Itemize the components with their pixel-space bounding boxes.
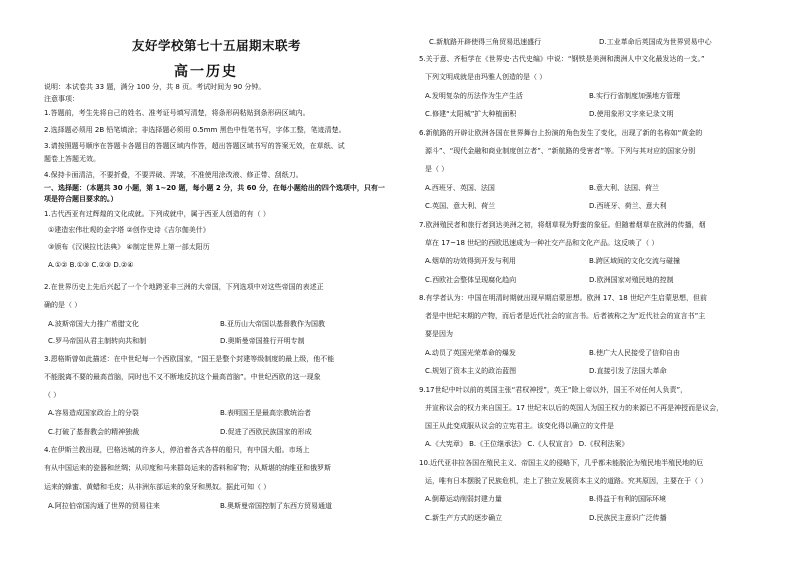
q10-stem-b: 运，唯有日本摆脱了民族危机，走上了独立发展资本主义的道路。究其原因，主要在于（ ）: [425, 477, 708, 485]
q1-items-b: ③颁布《汉谟拉比法典》 ④制定世界上第一部太阳历: [48, 243, 210, 251]
q7-option-b: B.跨区域间的文化交流与碰撞: [589, 257, 681, 265]
q4-option-c: C.新航路开辟使得三角贸易迅速盛行: [429, 38, 542, 46]
q9-stem-c: 国王从此变成服从议会的立宪君主。该变化得以确立的文件是: [425, 422, 614, 430]
q7-stem-b: 草在 17~18 世纪的西欧迅速成为一种社交产品和文化产品。这反映了（ ）: [425, 239, 659, 247]
q10-option-b: B.得益于有利的国际环境: [589, 495, 667, 503]
q8-stem-b: 者是中世纪末期的产物，而后者是近代社会的宣言书。后者被称之为“近代社会的宣言书”主: [425, 312, 706, 320]
note-2: 2.选择题必须用 2B 铅笔填涂；非选择题必须用 0.5mm 黑色中性笔书写，字体工整，笔迹清楚。: [44, 126, 346, 134]
q2-option-a: A.波斯帝国大力推广希腊文化: [48, 320, 139, 328]
section-1-heading: 一、选择题：（本题共 30 小题，第 1~20 题，每小题 2 分，共 60 分，在每小题给出的四个选项中，只有一: [44, 184, 385, 192]
q7-stem-a: 7.欧洲殖民者和旅行者到达美洲之初，将烟草视为野蛮的象征。但随着烟草在欧洲的传播，烟: [419, 221, 706, 229]
q4-option-a: A.阿拉伯帝国沟通了世界的贸易往来: [48, 502, 160, 510]
right-column: [419, 0, 764, 561]
q4-stem-b: 有从中国运来的瓷器和丝绸；从印度和马来群岛运来的香料和矿物；从斯堪的纳维亚和俄罗斯: [44, 464, 331, 472]
note-3b: 题卷上答题无效。: [44, 155, 100, 163]
q7-option-c: C.西欧社会整体呈现腐化趋向: [425, 276, 517, 284]
q6-option-b: B.意大利、法国、荷兰: [589, 184, 660, 192]
q2-stem-b: 确的是（ ）: [44, 301, 82, 309]
q5-stem-b: 下列文明成就是由玛雅人创造的是（ ）: [425, 73, 547, 81]
q7-option-d: D.欧洲国家对殖民地的控制: [589, 276, 674, 284]
q8-option-b: B.使广大人民接受了信仰自由: [589, 349, 681, 357]
q5-stem-a: 5.关于意、齐桓学在《世界史·古代史编》中说：“钢铁是美洲和澳洲人中文化最发达的一支。”: [419, 55, 705, 63]
q4-stem-c: 运来的蜂蜜、黄蜡和毛皮；从非洲东部运来的象牙和黑奴。据此可知（ ）: [44, 483, 271, 491]
q4-option-b: B.奥斯曼帝国控制了东西方贸易通道: [220, 502, 333, 510]
q7-option-a: A.烟草的功效得到开发与利用: [425, 257, 516, 265]
q3-stem-a: 3.恩格斯曾如此描述：在中世纪每一个西欧国家，“国王是整个封建等级制度的最上级，他不能: [44, 355, 335, 363]
q10-option-c: C.新生产方式的逐步确立: [425, 514, 503, 522]
q9-stem-a: 9.17世纪中叶以前的英国主张“君权神授”，英王“除上帝以外，国王不对任何人负责”，: [419, 386, 688, 394]
q1-options: A.①② B.①③ C.②③ D.②④: [48, 261, 134, 269]
q3-option-c: C.打破了基督教会的精神独裁: [48, 428, 140, 436]
q2-stem-a: 2.在世界历史上先后兴起了一个个地跨亚非三洲的大帝国，下列选项中对这些帝国的表述正: [44, 283, 324, 291]
q5-option-a: A.发明复杂的历法作为生产生活: [425, 92, 523, 100]
notes-heading: 注意事项：: [44, 95, 79, 103]
q4-stem-a: 4.在伊斯兰教出现，巴格达城的许多人，停泊着各式各样的船只，有中国大船。市场上: [44, 446, 310, 454]
left-column: [44, 0, 390, 561]
q10-option-a: A.倒幕运动削弱封建力量: [425, 495, 502, 503]
q6-option-a: A.西班牙、英国、法国: [425, 184, 495, 192]
q3-option-b: B.表明国王是最高宗教统治者: [220, 409, 312, 417]
q5-option-d: D.使用象形文字来记录文明: [589, 110, 674, 118]
q6-option-d: D.西班牙、荷兰、意大利: [589, 202, 667, 210]
q6-stem-a: 6.新航路的开辟让欧洲各国在世界舞台上扮演的角色发生了变化，出现了新的名称如“黄金的: [419, 129, 703, 137]
q9-options: A.《大宪章》 B.《王位继承法》 C.《人权宣言》 D.《权利法案》: [425, 440, 629, 448]
q6-stem-b: 源斗”、“现代金融和商业制度创立者”、“新航路的受害者”等。下列与其对应的国家分别: [425, 147, 696, 155]
note-4: 4.保持卡面清洁，不要折叠，不要弄破、弄皱，不准使用涂改液、修正带、刮纸刀。: [44, 171, 303, 179]
note-3a: 3.请按照题号顺序在答题卡各题目的答题区域内作答，超出答题区域书写的答案无效，在草纸、试: [44, 142, 345, 150]
q8-stem-c: 要是因为: [425, 330, 453, 338]
q5-option-b: B.实行行省制度加强地方管理: [589, 92, 681, 100]
q10-option-d: D.民族民主意识广泛传播: [589, 514, 667, 522]
q2-option-d: D.奥斯曼帝国推行开明专制: [220, 337, 305, 345]
q6-option-c: C.英国、意大利、荷兰: [425, 202, 496, 210]
q4-option-d: D.工业革命后英国成为世界贸易中心: [599, 38, 712, 46]
exam-intro: 说明：本试卷共 33 题，满分 100 分，共 8 页。考试时间为 90 分钟。: [44, 83, 266, 91]
q2-option-b: B.亚历山大帝国以基督教作为国教: [220, 320, 326, 328]
section-1-heading-cont: 项是符合题目要求的。）: [44, 195, 118, 203]
q3-stem-c: （ ）: [44, 391, 61, 399]
q1-items-a: ①建造宏伟壮观的金字塔 ②创作史诗《吉尔伽美什》: [48, 226, 210, 234]
q5-option-c: C.修建“太阳城”扩大种植面积: [425, 110, 517, 118]
q8-option-d: D.直接引发了法国大革命: [589, 367, 667, 375]
note-1: 1.答题前，考生先将自己的姓名、准考证号填写清楚，将条形码粘贴到条形码区域内。: [44, 109, 310, 117]
q9-stem-b: 并宣称议会的权力来自国王。17 世纪末以后的英国人为国王权力的来源已不再是神授而是议会，: [425, 404, 724, 412]
q8-option-c: C.规划了资本主义的政治蓝图: [425, 367, 517, 375]
q3-option-d: D.促进了西欧民族国家的形成: [220, 428, 312, 436]
q3-option-a: A.容易造成国家政治上的分裂: [48, 409, 139, 417]
subject-title: 高一历史: [174, 64, 238, 80]
q3-stem-b: 不能脱离不要的最高首脑，同时也不又不断地反抗这个最高首脑”。中世纪西欧的这一现象: [44, 373, 321, 381]
q8-stem-a: 8.有学者认为：中国在明清时期就出现早期启蒙思想。欧洲 17、18 世纪产生启蒙思想，但前: [419, 294, 707, 302]
q1-stem: 1.古代西亚有过辉煌的文化成就。下列成就中，属于西亚人创造的有（ ）: [44, 210, 270, 218]
q8-option-a: A.动员了英国光荣革命的爆发: [425, 349, 516, 357]
q6-stem-c: 是（ ）: [425, 165, 449, 173]
q2-option-c: C.罗马帝国从君主制转向共和制: [48, 337, 147, 345]
school-title: 友好学校第七十五届期末联考: [132, 38, 302, 53]
q10-stem-a: 10.近代亚非拉各国在殖民主义、帝国主义的侵略下，几乎都未能脱沦为殖民地半殖民地的厄: [419, 459, 704, 467]
